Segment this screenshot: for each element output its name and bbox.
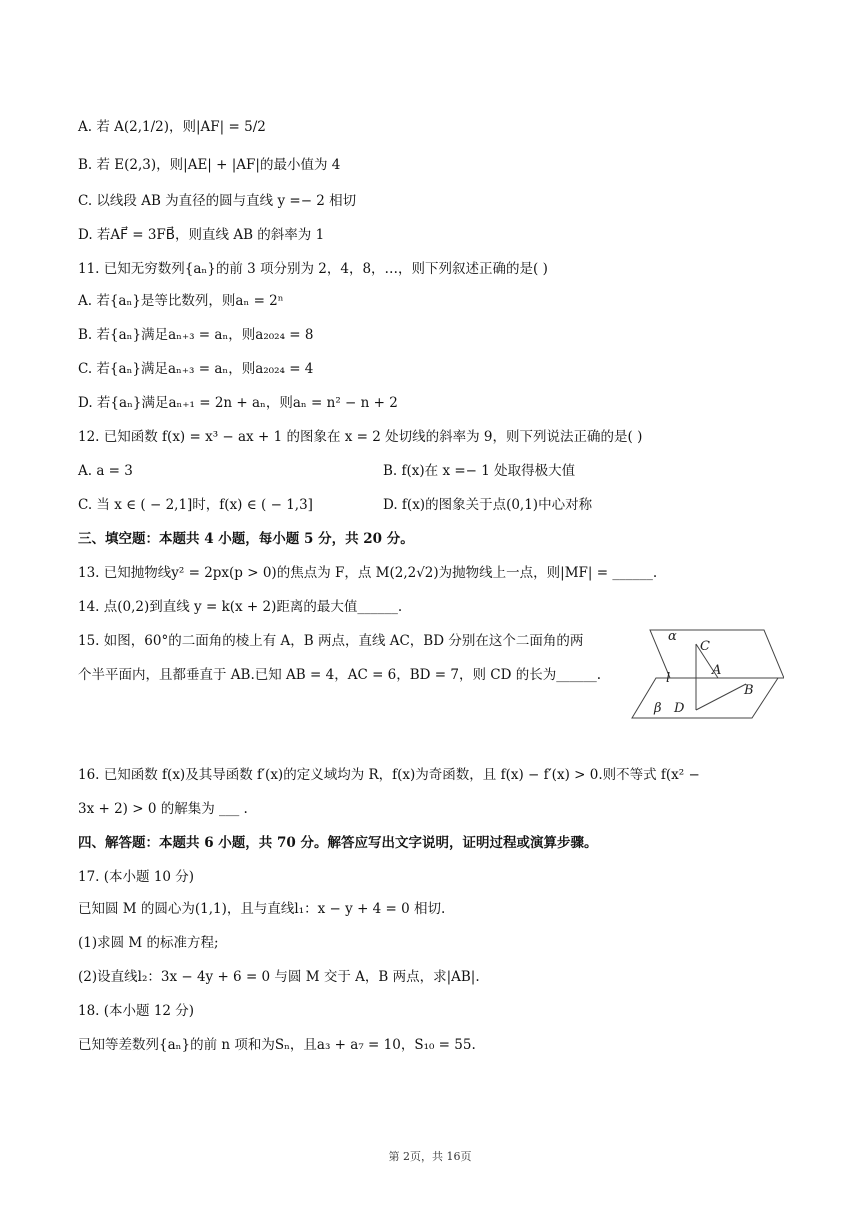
q10-option-c: C. 以线段 AB 为直径的圆与直线 y =− 2 相切 <box>78 193 357 209</box>
q14: 14. 点(0,2)到直线 y = k(x + 2)距离的最大值______. <box>78 599 403 615</box>
q18-heading: 18. (本小题 12 分) <box>78 1003 195 1019</box>
section-4-heading: 四、解答题：本题共 6 小题，共 70 分。解答应写出文字说明，证明过程或演算步骤。 <box>78 835 598 851</box>
q15-line-2: 个半平面内，且都垂直于 AB.已知 AB = 4，AC = 6，BD = 7，则 CD 的长为______. <box>78 667 602 683</box>
q17-part-2: (2)设直线l₂：3x − 4y + 6 = 0 与圆 M 交于 A，B 两点，求|AB|. <box>78 969 480 985</box>
q12-option-c: C. 当 x ∈ ( − 2,1]时，f(x) ∈ ( − 1,3] <box>78 497 313 513</box>
q11-option-c: C. 若{aₙ}满足aₙ₊₃ = aₙ，则a₂₀₂₄ = 4 <box>78 361 314 377</box>
q15-line-1: 15. 如图，60°的二面角的棱上有 A，B 两点，直线 AC，BD 分别在这个二面角的两 <box>78 633 584 649</box>
label-d: D <box>674 701 685 716</box>
q12-option-d: D. f(x)的图象关于点(0,1)中心对称 <box>383 497 593 513</box>
q18-body: 已知等差数列{aₙ}的前 n 项和为Sₙ，且a₃ + a₇ = 10，S₁₀ = 55. <box>78 1037 476 1053</box>
segment-db <box>696 684 746 710</box>
q11-option-a: A. 若{aₙ}是等比数列，则aₙ = 2ⁿ <box>78 293 284 309</box>
q10-option-b: B. 若 E(2,3)，则|AE| + |AF|的最小值为 4 <box>78 157 341 173</box>
label-alpha: α <box>668 629 677 644</box>
label-c: C <box>700 639 710 654</box>
q16-line-1: 16. 已知函数 f(x)及其导函数 f′(x)的定义域均为 R，f(x)为奇函数，且 f(x) − f′(x) > 0.则不等式 f(x² − <box>78 767 700 783</box>
dihedral-angle-figure <box>628 626 784 724</box>
q16-line-2: 3x + 2) > 0 的解集为 ___ . <box>78 801 248 817</box>
q13: 13. 已知抛物线y² = 2px(p > 0)的焦点为 F，点 M(2,2√2)为抛物线上一点，则|MF| = ______. <box>78 565 658 581</box>
label-a: A <box>712 663 722 678</box>
q10-option-d: D. 若AF⃗ = 3FB⃗，则直线 AB 的斜率为 1 <box>78 227 325 243</box>
q17-heading: 17. (本小题 10 分) <box>78 869 195 885</box>
q12-option-a: A. a = 3 <box>78 463 133 479</box>
q11-stem: 11. 已知无穷数列{aₙ}的前 3 项分别为 2，4，8，…，则下列叙述正确的是( ) <box>78 261 548 277</box>
label-beta: β <box>654 701 662 716</box>
q12-stem: 12. 已知函数 f(x) = x³ − ax + 1 的图象在 x = 2 处切线的斜率为 9，则下列说法正确的是( ) <box>78 429 643 445</box>
q17-part-1: (1)求圆 M 的标准方程; <box>78 935 219 951</box>
q11-option-b: B. 若{aₙ}满足aₙ₊₃ = aₙ，则a₂₀₂₄ = 8 <box>78 327 314 343</box>
q11-option-d: D. 若{aₙ}满足aₙ₊₁ = 2n + aₙ，则aₙ = n² − n + 2 <box>78 395 398 411</box>
page-footer: 第 2页，共 16页 <box>388 1150 472 1163</box>
section-3-heading: 三、填空题：本题共 4 小题，每小题 5 分，共 20 分。 <box>78 531 414 547</box>
q12-option-b: B. f(x)在 x =− 1 处取得极大值 <box>383 463 576 479</box>
q10-option-a: A. 若 A(2,1/2)，则|AF| = 5/2 <box>78 119 266 135</box>
label-l: l <box>666 671 671 686</box>
label-b: B <box>744 683 754 698</box>
q17-body: 已知圆 M 的圆心为(1,1)，且与直线l₁：x − y + 4 = 0 相切. <box>78 901 446 917</box>
